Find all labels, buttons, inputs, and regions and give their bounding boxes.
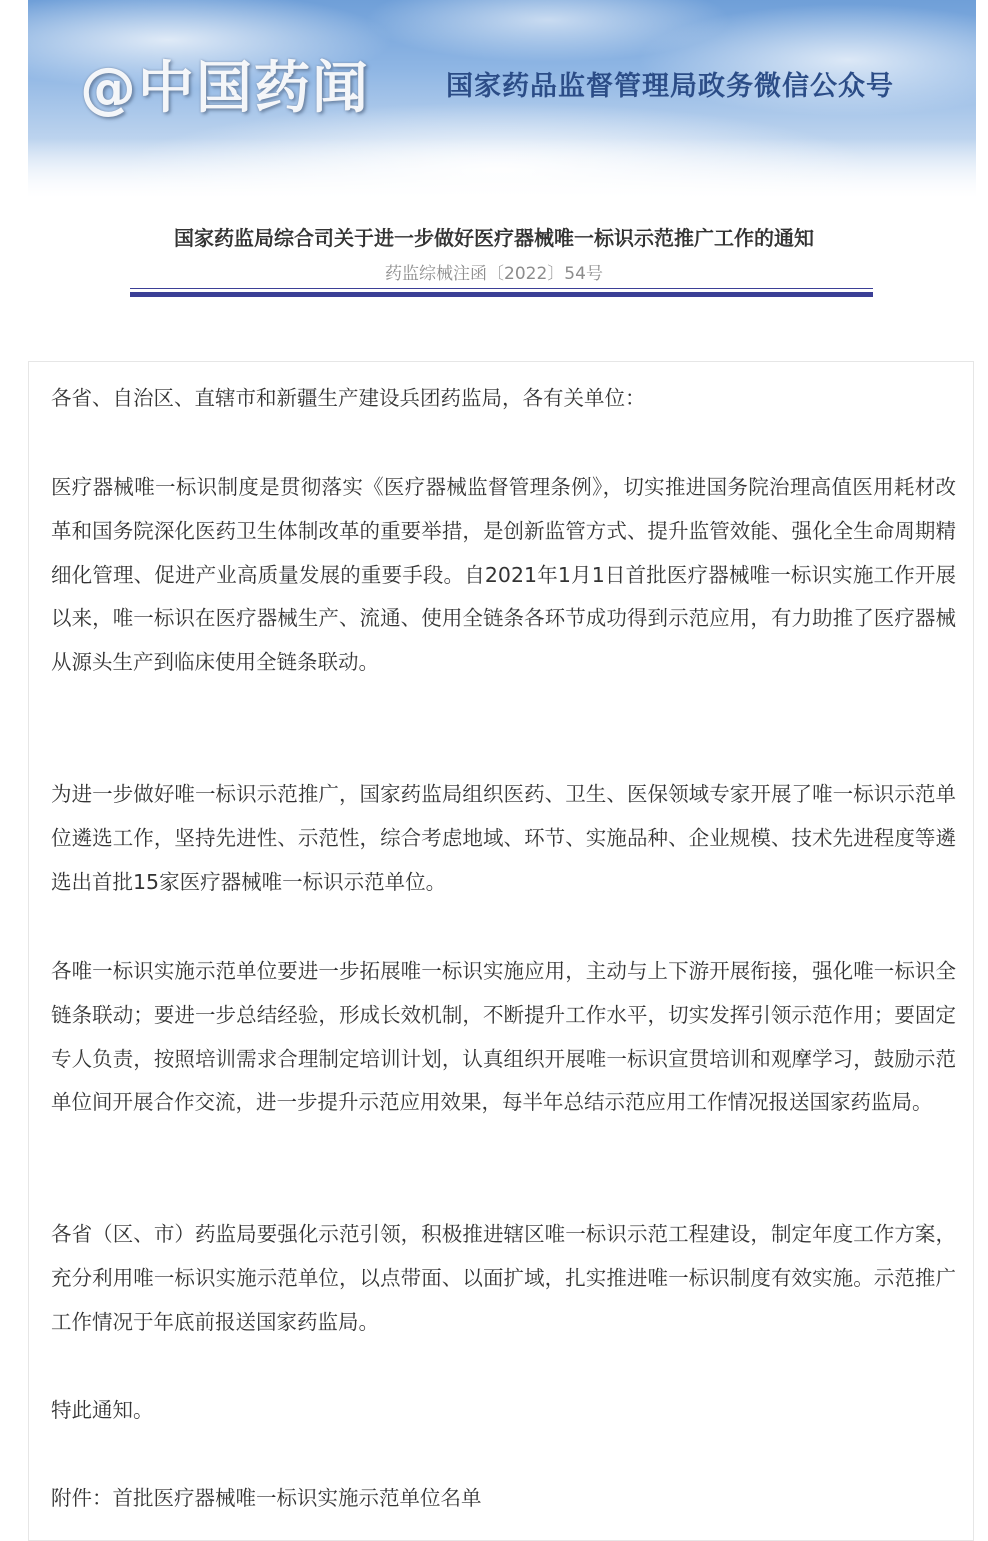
salutation: 各省、自治区、直辖市和新疆生产建设兵团药监局，各有关单位：: [51, 386, 646, 410]
body-paragraph: 各省（区、市）药监局要强化示范引领，积极推进辖区唯一标识示范工程建设，制定年度工作方案，充分利用唯一标识实施示范单位，以点带面、以面扩域，扎实推进唯一标识制度有效实施。示范推广工作情况于年底前报送国家药监局。: [51, 1222, 956, 1334]
article-title: 国家药监局综合司关于进一步做好医疗器械唯一标识示范推广工作的通知: [174, 226, 814, 250]
body-paragraph: 医疗器械唯一标识制度是贯彻落实《医疗器械监督管理条例》，切实推进国务院治理高值医用耗材改革和国务院深化医药卫生体制改革的重要举措，是创新监管方式、提升监管效能、强化全生命周期精细化管理、促进产业高质量发展的重要手段。自2021年1月1日首批医疗器械唯一标识实施工作开展以来，唯一标识在医疗器械生产、流通、使用全链条各环节成功得到示范应用，有力助推了医疗器械从源头生产到临床使用全链条联动。: [51, 475, 956, 675]
attachment-line: 附件：首批医疗器械唯一标识实施示范单位名单: [51, 1486, 482, 1510]
header-banner: [28, 0, 976, 198]
title-divider-thick: [130, 292, 873, 297]
banner-logo: @中国药闻: [80, 56, 370, 121]
body-paragraph: 各唯一标识实施示范单位要进一步拓展唯一标识实施应用，主动与上下游开展衔接，强化唯一标识全链条联动；要进一步总结经验，形成长效机制，不断提升工作水平，切实发挥引领示范作用；要固定专人负责，按照培训需求合理制定培训计划，认真组织开展唯一标识宣贯培训和观摩学习，鼓励示范单位间开展合作交流，进一步提升示范应用效果，每半年总结示范应用工作情况报送国家药监局。: [51, 959, 956, 1115]
banner-account-name: 国家药品监督管理局政务微信公众号: [446, 71, 894, 102]
title-divider-thin: [130, 288, 873, 289]
document-number: 药监综械注函〔2022〕54号: [385, 264, 603, 284]
closing-line: 特此通知。: [51, 1398, 154, 1422]
body-paragraph: 为进一步做好唯一标识示范推广，国家药监局组织医药、卫生、医保领域专家开展了唯一标识示范单位遴选工作，坚持先进性、示范性，综合考虑地域、环节、实施品种、企业规模、技术先进程度等遴选出首批15家医疗器械唯一标识示范单位。: [51, 782, 956, 894]
